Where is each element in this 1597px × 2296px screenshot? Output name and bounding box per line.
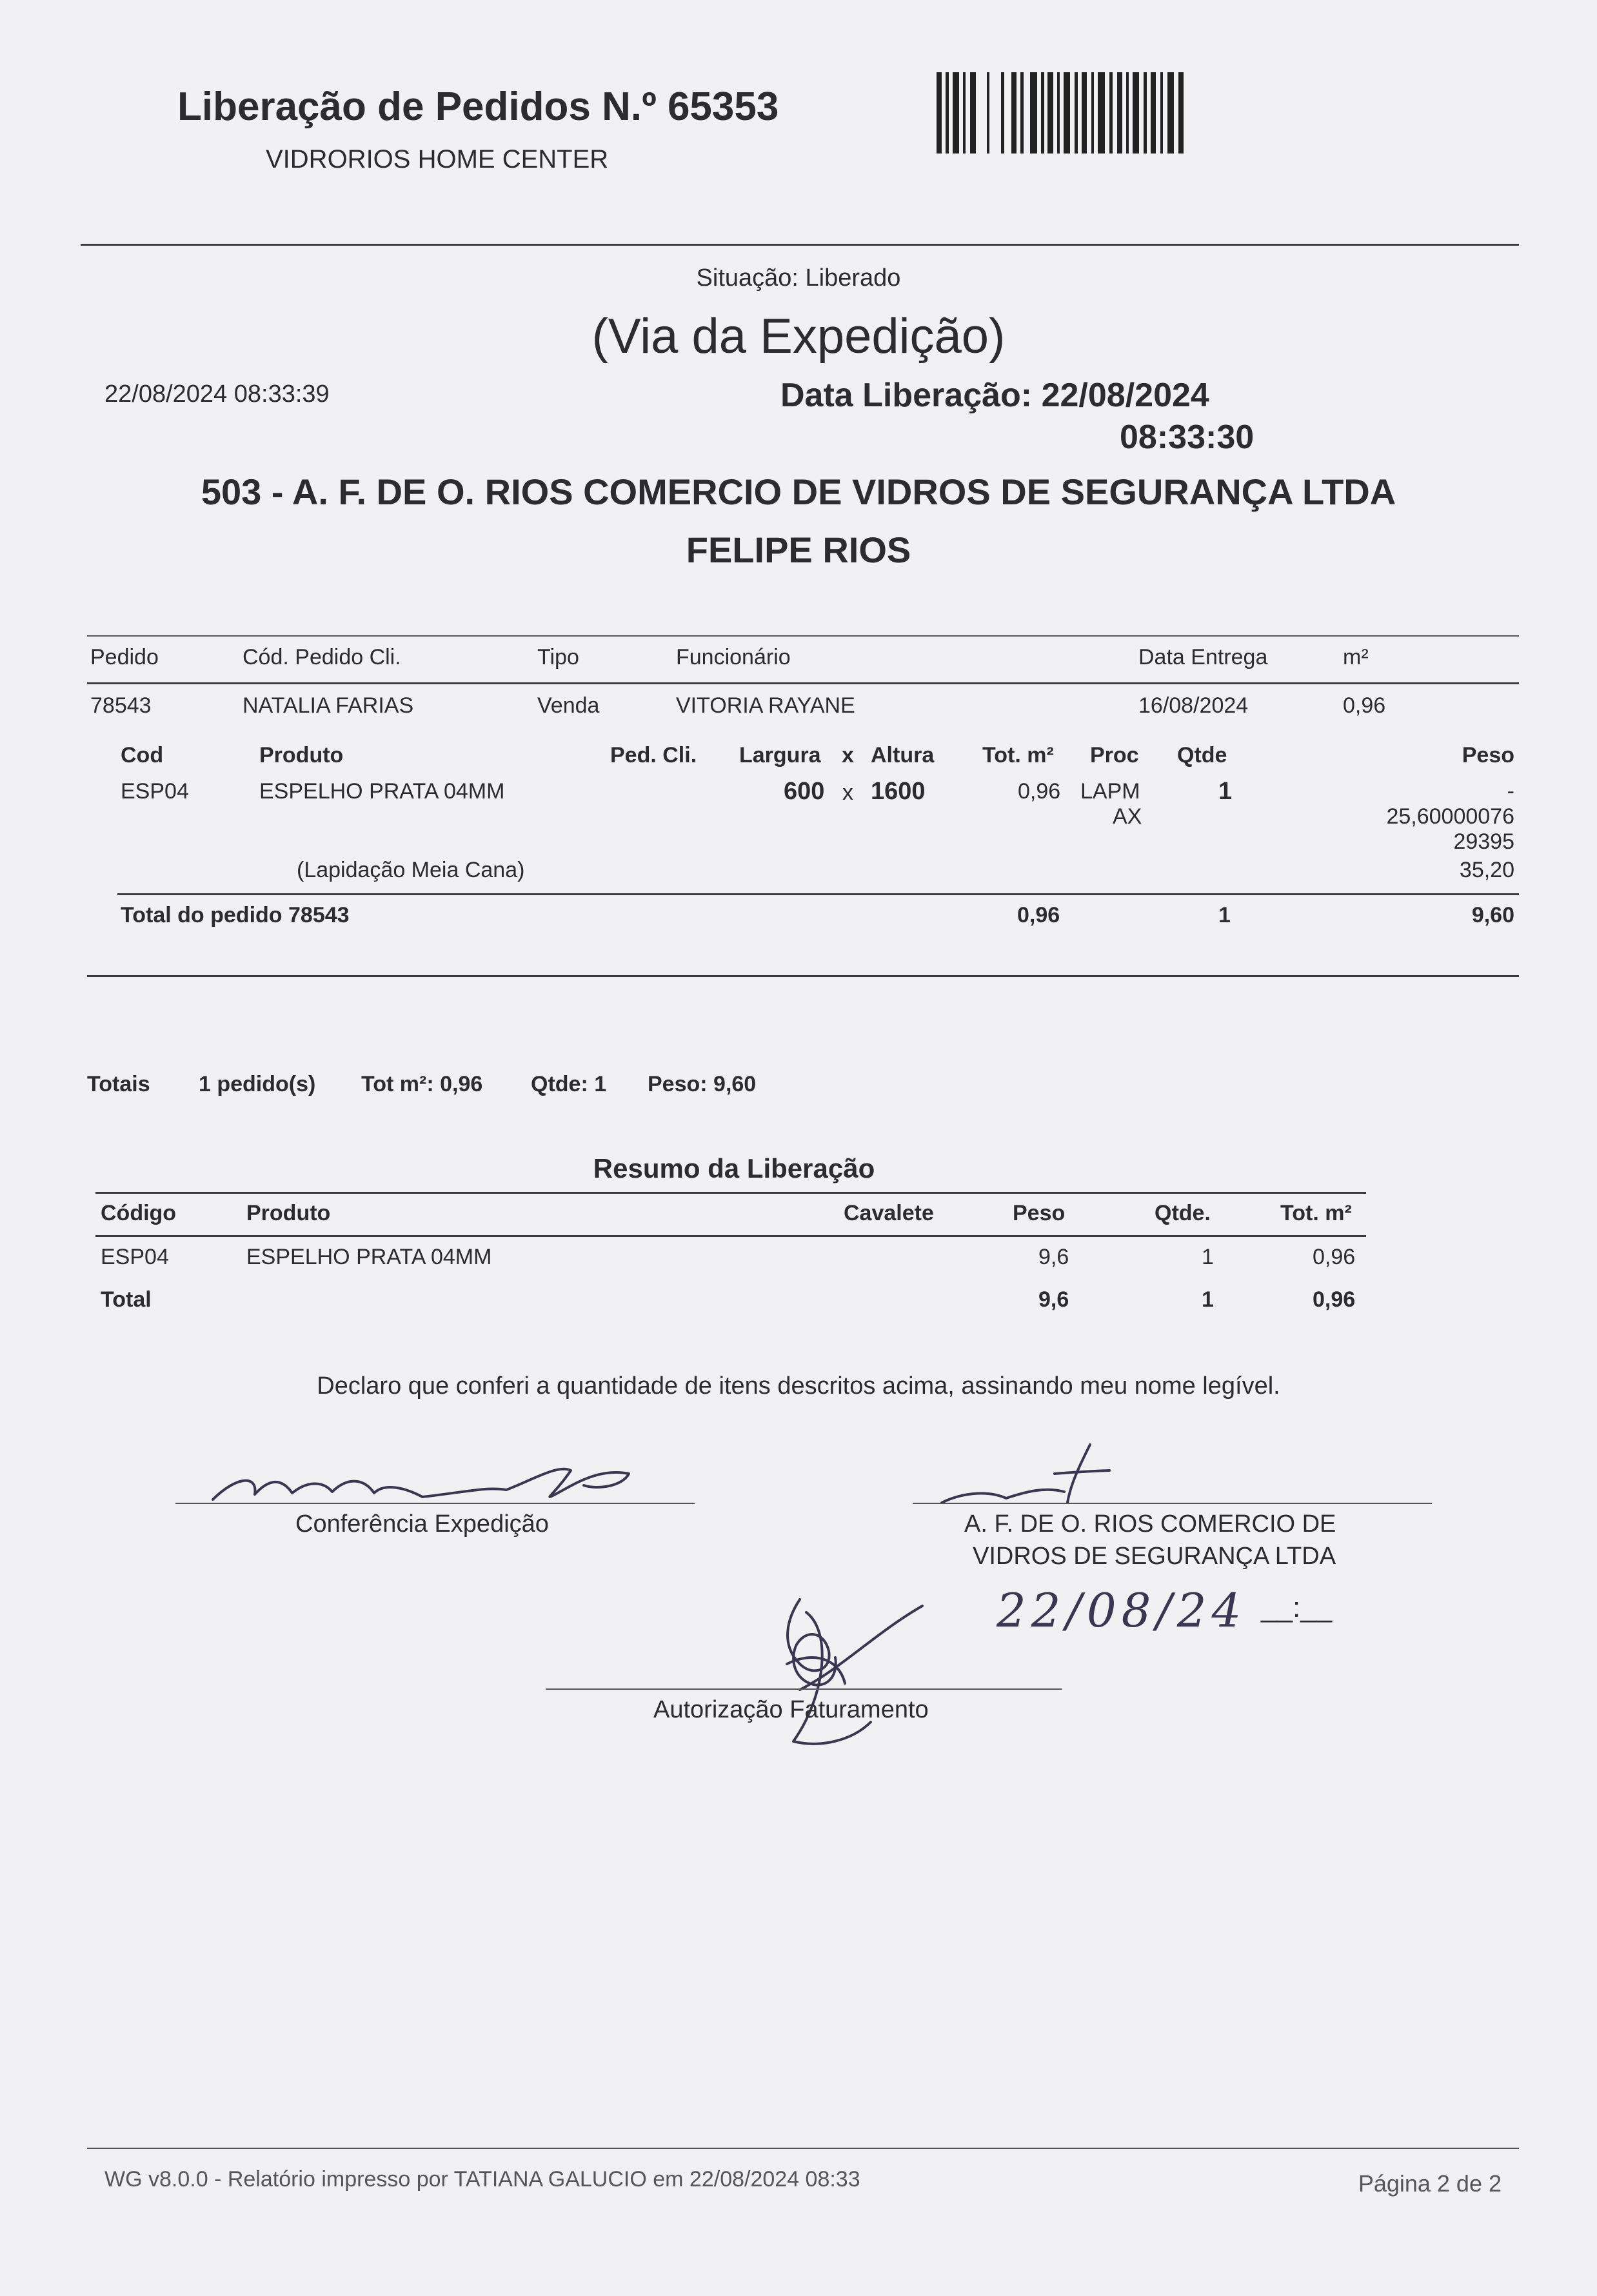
summary-code: ESP04 [101,1245,169,1269]
status-line: Situação: Liberado [696,264,901,292]
col-header-ped-cli: Ped. Cli. [610,743,697,767]
divider [81,244,1519,246]
col-header-data-entrega: Data Entrega [1138,645,1268,669]
print-timestamp: 22/08/2024 08:33:39 [104,381,330,408]
summary-product: ESPELHO PRATA 04MM [246,1245,492,1269]
col-header-cod-pedido-cli: Cód. Pedido Cli. [243,645,401,669]
order-number: 78543 [90,693,152,718]
col-header-x: x [842,743,854,767]
totals-qtde: Qtde: 1 [531,1072,607,1096]
totals-label: Totais [87,1072,150,1096]
client-contact: FELIPE RIOS [686,529,911,570]
footer-divider [87,2148,1519,2149]
summary-total-label: Total [101,1287,152,1312]
summary-total-qtde: 1 [1202,1287,1214,1312]
order-m2: 0,96 [1343,693,1386,718]
totals-pedidos: 1 pedido(s) [199,1072,316,1096]
client-line: 503 - A. F. DE O. RIOS COMERCIO DE VIDROS DE SEGURANÇA LTDA [201,471,1396,512]
col-header-produto: Produto [259,743,344,767]
col-header-pedido: Pedido [90,645,159,669]
employee: VITORIA RAYANE [676,693,855,718]
summary-header-codigo: Código [101,1201,177,1225]
summary-header-tot-m2: Tot. m² [1280,1201,1352,1225]
item-proc-2: AX [1113,804,1142,829]
col-header-funcionario: Funcionário [676,645,791,669]
order-total-label: Total do pedido 78543 [121,903,350,927]
col-header-tot-m2: Tot. m² [982,743,1054,767]
handwritten-date: 22/08/24 [997,1583,1247,1638]
summary-header-cavalete: Cavalete [844,1201,934,1225]
footer-text: WG v8.0.0 - Relatório impresso por TATIANA GALUCIO em 22/08/2024 08:33 [104,2167,860,2192]
summary-total-m2: 0,96 [1313,1287,1356,1312]
item-height: 1600 [871,778,926,805]
col-header-qtde: Qtde [1177,743,1227,767]
time-blank: __:__ [1261,1592,1333,1623]
totals-peso: Peso: 9,60 [648,1072,757,1096]
col-header-peso: Peso [1462,743,1514,767]
item-note: (Lapidação Meia Cana) [297,858,525,882]
item-width: 600 [784,778,825,805]
col-header-proc: Proc [1090,743,1139,767]
signature-label-center: Autorização Faturamento [653,1696,929,1723]
release-time: 08:33:30 [1120,419,1255,456]
order-total-m2: 0,96 [1017,903,1060,927]
client-order-code: NATALIA FARIAS [243,693,414,718]
signature-label-left: Conferência Expedição [295,1510,549,1538]
barcode [937,72,1185,153]
divider [95,1192,1366,1194]
summary-qtde: 1 [1202,1245,1214,1269]
signature-label-right-2: VIDROS DE SEGURANÇA LTDA [973,1543,1336,1570]
page-title: Liberação de Pedidos N.º 65353 [177,84,779,129]
signature-line-center [546,1688,1062,1690]
via-label: (Via da Expedição) [591,309,1006,364]
item-code: ESP04 [121,779,189,804]
item-tot-m2: 0,96 [1018,779,1061,804]
item-proc-1: LAPM [1080,779,1140,804]
signature-center [761,1593,929,1761]
item-peso-1: - [1507,779,1514,804]
summary-total-peso: 9,6 [1038,1287,1069,1312]
item-peso-3: 29395 [1453,829,1514,854]
summary-peso: 9,6 [1038,1245,1069,1269]
item-peso-4: 35,20 [1459,858,1514,882]
summary-title: Resumo da Liberação [593,1153,875,1183]
item-x: x [842,780,853,805]
divider [87,975,1519,977]
page-number: Página 2 de 2 [1358,2170,1502,2197]
signature-line-left [175,1503,695,1504]
divider [95,1235,1366,1237]
order-type: Venda [537,693,600,718]
summary-header-produto: Produto [246,1201,331,1225]
item-qtde: 1 [1218,778,1233,805]
item-product: ESPELHO PRATA 04MM [259,779,505,804]
order-total-qtde: 1 [1218,903,1231,927]
item-peso-2: 25,60000076 [1386,804,1514,829]
summary-header-qtde: Qtde. [1155,1201,1211,1225]
delivery-date: 16/08/2024 [1138,693,1249,718]
col-header-altura: Altura [871,743,935,767]
order-total-peso: 9,60 [1471,903,1514,927]
release-date: Data Liberação: 22/08/2024 [780,377,1209,414]
divider [87,635,1519,637]
col-header-cod: Cod [121,743,164,767]
col-header-tipo: Tipo [537,645,579,669]
summary-tot-m2: 0,96 [1313,1245,1356,1269]
divider [87,682,1519,684]
totals-m2: Tot m²: 0,96 [361,1072,483,1096]
divider [117,893,1519,895]
col-header-largura: Largura [739,743,821,767]
signature-right [935,1441,1129,1506]
col-header-m2: m² [1343,645,1369,669]
declaration-text: Declaro que conferi a quantidade de itens descritos acima, assinando meu nome legível. [317,1372,1280,1400]
summary-header-peso: Peso [1013,1201,1066,1225]
signature-label-right-1: A. F. DE O. RIOS COMERCIO DE [964,1510,1336,1538]
signature-line-right [913,1503,1432,1504]
company-name: VIDRORIOS HOME CENTER [266,145,609,173]
